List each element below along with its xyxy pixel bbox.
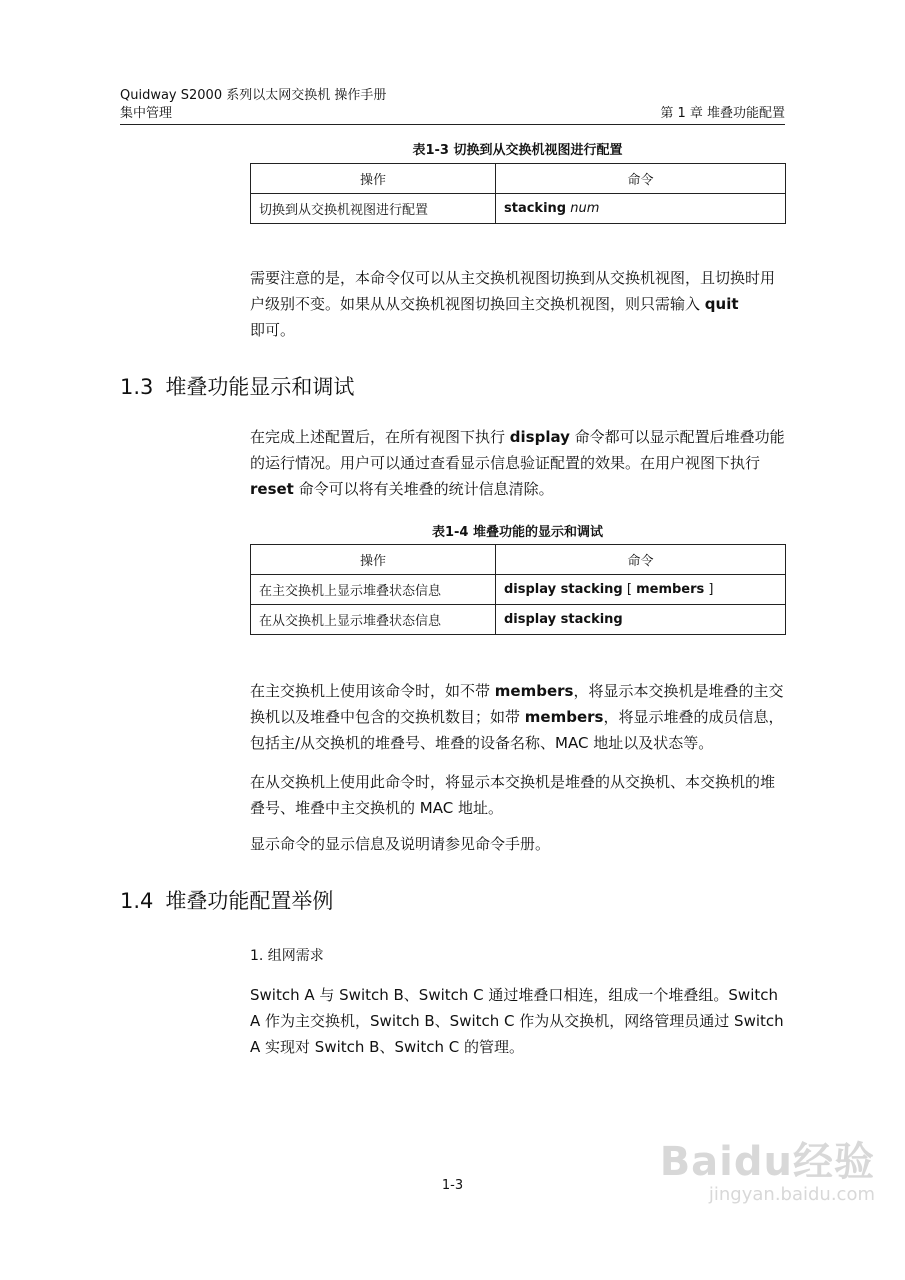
reset-keyword: reset xyxy=(250,480,294,498)
table2-cmd-cell xyxy=(496,605,786,635)
cmd-keyword: stacking xyxy=(504,201,567,216)
table1-op-cell: 切换到从交换机视图进行配置 xyxy=(251,194,496,224)
page-number: 1-3 xyxy=(441,1178,464,1193)
table1-caption: 表1-3 切换到从交换机视图进行配置 xyxy=(412,143,623,158)
subsection-heading: 1. 组网需求 xyxy=(250,948,324,964)
table1-header-cmd: 命令 xyxy=(496,164,786,194)
slave-paragraph xyxy=(250,769,785,821)
section-title: 堆叠功能配置举例 xyxy=(165,889,334,913)
table-row xyxy=(251,575,786,605)
watermark-url: jingyan.baidu.com xyxy=(708,1184,875,1205)
section-number: 1.4 xyxy=(120,889,154,913)
cmd-keyword: display stacking xyxy=(504,582,623,597)
quit-keyword: quit xyxy=(704,295,739,313)
cmd-param: num xyxy=(570,201,600,216)
table2-header-cmd: 命令 xyxy=(496,545,786,575)
note-paragraph xyxy=(250,265,785,343)
header-section-name: 集中管理 xyxy=(120,106,173,121)
header-product-title: Quidway S2000 系列以太网交换机 操作手册 xyxy=(120,88,387,103)
section-number: 1.3 xyxy=(120,375,154,399)
members-paragraph xyxy=(250,678,785,756)
section-1-3-heading xyxy=(120,371,354,401)
table2-op-cell: 在从交换机上显示堆叠状态信息 xyxy=(251,605,496,635)
text: 在从交换机上使用此命令时，将显示本交换机是堆叠的从交换机、本交换机的堆叠号、堆叠中主交换机的 MAC 地址。 xyxy=(250,773,776,817)
text: 命令可以将有关堆叠的统计信息清除。 xyxy=(293,480,554,498)
display-keyword: display xyxy=(509,428,570,446)
members-keyword: members xyxy=(494,682,574,700)
text: ，将显示本交换机是堆叠的主交换机以及堆叠中包含的交换机数目；如带 xyxy=(250,682,784,726)
text: 在主交换机上使用该命令时，如不带 xyxy=(250,682,495,700)
table2-caption: 表1-4 堆叠功能的显示和调试 xyxy=(431,525,603,540)
table2-cmd-cell xyxy=(496,575,786,605)
cmd-bracket: ] xyxy=(704,582,714,597)
cmd-keyword: display stacking xyxy=(504,612,623,627)
baidu-jingyan-logo: Baidu经验 xyxy=(659,1139,875,1185)
table2 xyxy=(250,544,786,635)
table-row xyxy=(251,605,786,635)
text: 显示命令的显示信息及说明请参见命令手册。 xyxy=(250,835,551,853)
table1-cmd-cell xyxy=(496,194,786,224)
display-intro-paragraph xyxy=(250,424,785,502)
cmd-keyword: members xyxy=(636,582,705,597)
note-text-end: 即可。 xyxy=(250,321,296,339)
section-1-4-heading xyxy=(120,885,333,915)
table2-header-row xyxy=(251,545,786,575)
table1-header-op: 操作 xyxy=(251,164,496,194)
members-keyword: members xyxy=(524,708,604,726)
table1 xyxy=(250,163,786,224)
text: Switch A 与 Switch B、Switch C 通过堆叠口相连，组成一个堆叠组。Switch A 作为主交换机，Switch B、Switch C 作为从交换机，网络管理员通过 Switch A 实现对 Switch B、Switch C 的管理。 xyxy=(250,986,784,1056)
header-divider xyxy=(120,124,785,125)
header-chapter-title: 第 1 章 堆叠功能配置 xyxy=(660,106,785,121)
section-title: 堆叠功能显示和调试 xyxy=(165,375,355,399)
cmd-bracket: [ xyxy=(622,582,637,597)
reference-paragraph xyxy=(250,831,785,857)
network-requirement-paragraph xyxy=(250,982,785,1060)
table-row xyxy=(251,194,786,224)
table1-header-row xyxy=(251,164,786,194)
text: 在完成上述配置后，在所有视图下执行 xyxy=(250,428,510,446)
text: 命令都可以显示配置后堆叠功能的运行情况。用户可以通过查看显示信息验证配置的效果。在用户视图下执行 xyxy=(250,428,785,472)
watermark xyxy=(660,1140,875,1206)
text: ，将显示堆叠的成员信息，包括主/从交换机的堆叠号、堆叠的设备名称、MAC 地址以及状态等。 xyxy=(250,708,784,752)
table2-op-cell: 在主交换机上显示堆叠状态信息 xyxy=(251,575,496,605)
table2-header-op: 操作 xyxy=(251,545,496,575)
note-text: 需要注意的是，本命令仅可以从主交换机视图切换到从交换机视图，且切换时用户级别不变。如果从从交换机视图切换回主交换机视图，则只需输入 xyxy=(250,269,776,313)
